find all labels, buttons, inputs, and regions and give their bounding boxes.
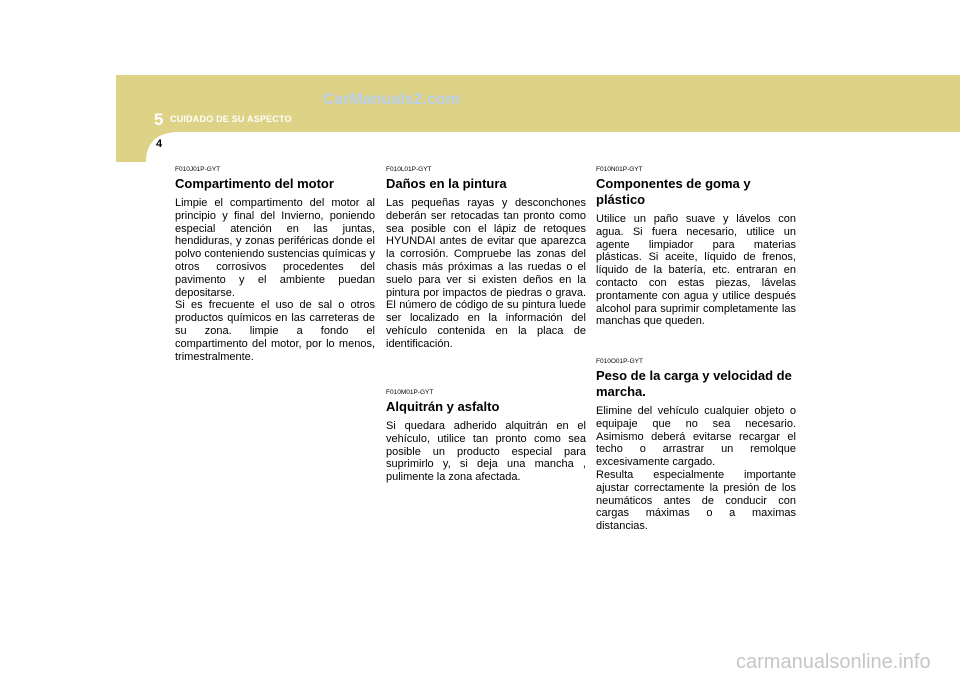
section-body: Elimine del vehículo cualquier objeto o equipaje que no sea necesario. Asimismo deberá evitarse recargar el techo o arrastrar un remolque excesivamente cargado. Resulta especialmente importante ajustar correctamente la presión de los neumáticos antes de conducir con cargas máximas o a maximas distancias.: [596, 405, 796, 533]
section-load-speed: [596, 358, 796, 533]
section-body: Limpie el compartimento del motor al principio y final del Invierno, poniendo especial atención en las juntas, hendiduras, y zonas periféricas donde el polvo conteniendo sustencias químicas y otros corrosivos procedentes del pavimento y el ambiente puedan depositarse. Si es frecuente el uso de sal o otros productos químicos en las carreteras de su zona. limpie a fondo el compartimento del motor, por lo menos, trimestralmente.: [175, 197, 375, 363]
section-rubber-plastic: [596, 166, 796, 328]
section-title: Componentes de goma y plástico: [596, 176, 751, 207]
section-body: Utilice un paño suave y lávelos con agua. Si fuera necesario, utilice un agente limpiador para materias plásticas. Si aceite, líquido de frenos, líquido de la batería, etc. entraran en contacto con estas piezas, lávelas prontamente con agua y utilice después alcohol para suprimir completamente las manchas que queden.: [596, 213, 796, 328]
section-tar-asphalt: [386, 389, 586, 484]
section-code: F010J01P-GYT: [175, 166, 221, 173]
section-title: Compartimento del motor: [175, 176, 334, 191]
section-code: F010M01P-GYT: [386, 389, 434, 396]
page-number: 4: [156, 138, 163, 150]
chapter-title: CUIDADO DE SU ASPECTO: [170, 114, 292, 124]
section-paint-damage: [386, 166, 586, 351]
section-title: Peso de la carga y velocidad de marcha.: [596, 368, 792, 399]
watermark-bottom[interactable]: carmanualsonline.info: [736, 651, 931, 673]
section-code: F010L01P-GYT: [386, 166, 432, 173]
section-body: Si quedara adherido alquitrán en el vehículo, utilice tan pronto como sea posible un producto especial para suprimirlo y, si deja una mancha , pulimente la zona afectada.: [386, 420, 586, 484]
section-code: F010O01P-GYT: [596, 358, 643, 365]
section-body: Las pequeñas rayas y desconchones deberán ser retocadas tan pronto como sea posible con el lápiz de retoques HYUNDAI antes de evitar que aparezca la corrosión. Compruebe las zonas del chasis más próximas a las ruedas o el suelo para ver si existen deños en la pintura por impactos de piedras o grava. El número de código de su pintura luede ser localizado en la información del vehículo contenida en la placa de identificación.: [386, 197, 586, 350]
watermark-top[interactable]: CarManuals2.com: [323, 91, 460, 108]
chapter-number: 5: [154, 110, 164, 129]
section-title: Daños en la pintura: [386, 176, 507, 191]
section-title: Alquitrán y asfalto: [386, 399, 500, 414]
section-code: F010N01P-GYT: [596, 166, 643, 173]
section-engine-compartment: [175, 166, 375, 363]
header-curve: [116, 132, 960, 162]
